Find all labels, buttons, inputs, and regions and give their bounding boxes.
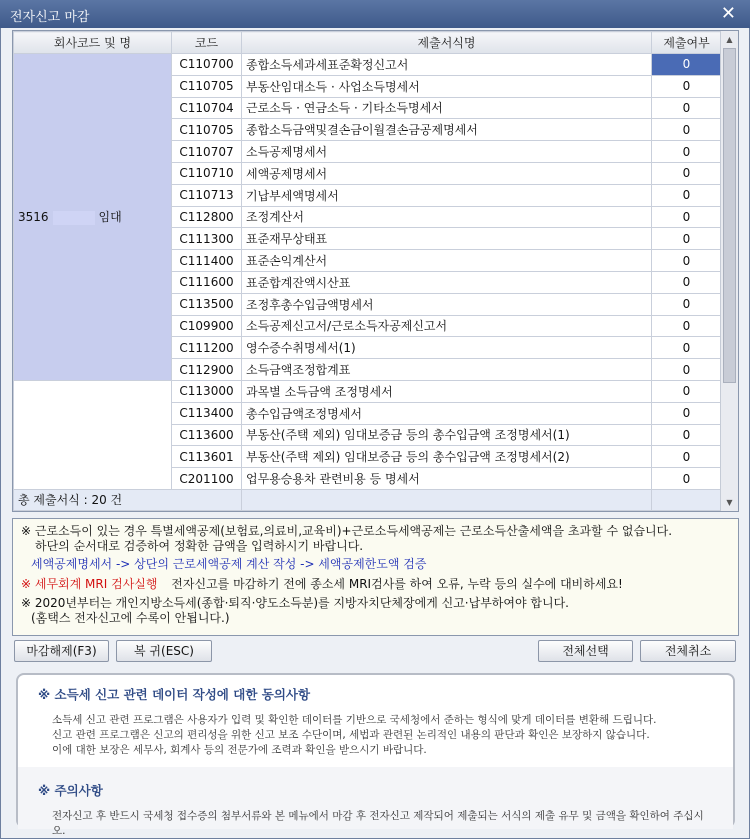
company-blank-cell bbox=[14, 380, 172, 489]
back-button[interactable]: 복 귀(ESC) bbox=[116, 640, 212, 662]
form-code-cell[interactable]: C113400 bbox=[172, 402, 242, 424]
mri-check-text: 전자신고를 마감하기 전에 종소세 MRI검사를 하여 오류, 누락 등의 실수에 대비하세요! bbox=[171, 577, 623, 591]
form-code-cell[interactable]: C111200 bbox=[172, 337, 242, 359]
form-code-cell[interactable]: C111600 bbox=[172, 271, 242, 293]
info-box bbox=[16, 673, 735, 837]
form-code-cell[interactable]: C110713 bbox=[172, 184, 242, 206]
notice-local-tax-1: ※ 2020년부터는 개인지방소득세(종합·퇴직·양도소득분)를 지방자치단체장에게 신고·납부하여야 합니다. bbox=[21, 596, 569, 610]
table-row[interactable] bbox=[14, 54, 722, 76]
consent-text bbox=[38, 713, 713, 758]
col-header-submit[interactable]: 제출여부 bbox=[652, 32, 722, 54]
company-name-mask bbox=[53, 211, 95, 225]
total-count-label: 총 제출서식 : 20 건 bbox=[14, 489, 242, 510]
form-name-cell[interactable]: 표준재무상태표 bbox=[242, 228, 652, 250]
form-name-cell[interactable]: 소득금액조정합계표 bbox=[242, 359, 652, 381]
submit-flag-cell[interactable]: 0 bbox=[652, 228, 722, 250]
form-code-cell[interactable]: C110704 bbox=[172, 97, 242, 119]
form-name-cell[interactable]: 종합소득금액및결손금이월결손금공제명세서 bbox=[242, 119, 652, 141]
form-name-cell[interactable]: 소득공제명세서 bbox=[242, 141, 652, 163]
company-code: 3516 bbox=[18, 210, 49, 225]
submit-flag-cell[interactable]: 0 bbox=[652, 446, 722, 468]
deselect-all-button[interactable]: 전체취소 bbox=[640, 640, 736, 662]
consent-line: 신고 관련 프로그램은 신고의 편리성을 위한 신고 보조 수단이며, 세법과 관련된 논리적인 내용의 판단과 확인은 보장하지 않습니다. bbox=[52, 729, 650, 741]
consent-line: 소득세 신고 관련 프로그램은 사용자가 입력 및 확인한 데이터를 기반으로 국세청에서 준하는 형식에 맞게 데이터를 변환해 드립니다. bbox=[52, 714, 657, 726]
close-icon[interactable]: ✕ bbox=[720, 3, 736, 24]
submit-flag-cell[interactable]: 0 bbox=[652, 119, 722, 141]
form-code-cell[interactable]: C113600 bbox=[172, 424, 242, 446]
form-code-cell[interactable]: C113601 bbox=[172, 446, 242, 468]
form-name-cell[interactable]: 영수증수취명세서(1) bbox=[242, 337, 652, 359]
form-code-cell[interactable]: C201100 bbox=[172, 468, 242, 490]
submit-flag-cell[interactable]: 0 bbox=[652, 315, 722, 337]
cancel-close-button[interactable]: 마감해제(F3) bbox=[14, 640, 109, 662]
form-code-cell[interactable]: C110700 bbox=[172, 54, 242, 76]
caution-text: 전자신고 후 반드시 국세청 접수증의 첨부서류와 본 메뉴에서 마감 후 전자신고 제작되어 제출되는 서식의 제출 유무 및 금액을 확인하여 주십시오. bbox=[52, 810, 704, 837]
submit-flag-cell[interactable]: 0 bbox=[652, 380, 722, 402]
notice-local-tax-2: (홈택스 전자신고에 수록이 안됩니다.) bbox=[31, 611, 230, 625]
scroll-up-icon[interactable]: ▲ bbox=[726, 35, 733, 44]
notice-line-2: 하단의 순서대로 검증하여 정확한 금액을 입력하시기 바랍니다. bbox=[35, 539, 364, 553]
submit-flag-cell[interactable]: 0 bbox=[652, 337, 722, 359]
form-name-cell[interactable]: 기납부세액명세서 bbox=[242, 184, 652, 206]
select-all-button[interactable]: 전체선택 bbox=[538, 640, 633, 662]
table-row[interactable] bbox=[14, 380, 722, 402]
submit-flag-cell[interactable]: 0 bbox=[652, 54, 722, 76]
form-name-cell[interactable]: 과목별 소득금액 조정명세서 bbox=[242, 380, 652, 402]
form-name-cell[interactable]: 부동산(주택 제외) 임대보증금 등의 총수입금액 조정명세서(1) bbox=[242, 424, 652, 446]
form-code-cell[interactable]: C109900 bbox=[172, 315, 242, 337]
notice-line-1: ※ 근로소득이 있는 경우 특별세액공제(보험료,의료비,교육비)+근로소득세액공제는 근로소득산출세액을 초과할 수 없습니다. bbox=[21, 524, 673, 538]
submit-flag-cell[interactable]: 0 bbox=[652, 402, 722, 424]
total-empty-cell bbox=[652, 489, 722, 510]
notice-verify-path[interactable]: 세액공제명세서 -> 상단의 근로세액공제 계산 작성 -> 세액공제한도액 검증 bbox=[31, 557, 427, 571]
submit-flag-cell[interactable]: 0 bbox=[652, 468, 722, 490]
form-code-cell[interactable]: C111300 bbox=[172, 228, 242, 250]
submit-flag-cell[interactable]: 0 bbox=[652, 271, 722, 293]
submit-flag-cell[interactable]: 0 bbox=[652, 293, 722, 315]
form-name-cell[interactable]: 세액공제명세서 bbox=[242, 162, 652, 184]
caution-title: ※ 주의사항 bbox=[38, 783, 103, 798]
consent-line: 이에 대한 보장은 세무사, 회계사 등의 전문가에 조력과 확인을 받으시기 바랍니다. bbox=[52, 744, 427, 756]
form-name-cell[interactable]: 부동산(주택 제외) 임대보증금 등의 총수입금액 조정명세서(2) bbox=[242, 446, 652, 468]
submit-flag-cell[interactable]: 0 bbox=[652, 184, 722, 206]
form-code-cell[interactable]: C112800 bbox=[172, 206, 242, 228]
scroll-thumb[interactable] bbox=[723, 48, 736, 383]
total-row bbox=[14, 489, 722, 510]
col-header-form-name[interactable]: 제출서식명 bbox=[242, 32, 652, 54]
title-bar bbox=[0, 0, 750, 28]
col-header-code[interactable]: 코드 bbox=[172, 32, 242, 54]
form-name-cell[interactable]: 조정계산서 bbox=[242, 206, 652, 228]
notice-panel bbox=[12, 518, 739, 636]
consent-title: ※ 소득세 신고 관련 데이터 작성에 대한 동의사항 bbox=[38, 687, 311, 702]
form-table bbox=[13, 31, 722, 511]
form-code-cell[interactable]: C113500 bbox=[172, 293, 242, 315]
submit-flag-cell[interactable]: 0 bbox=[652, 97, 722, 119]
form-code-cell[interactable]: C113000 bbox=[172, 380, 242, 402]
form-code-cell[interactable]: C112900 bbox=[172, 359, 242, 381]
grid-header-row bbox=[14, 32, 722, 54]
submit-flag-cell[interactable]: 0 bbox=[652, 75, 722, 97]
form-code-cell[interactable]: C110705 bbox=[172, 119, 242, 141]
company-name: 임대 bbox=[98, 210, 122, 225]
form-code-cell[interactable]: C111400 bbox=[172, 250, 242, 272]
scroll-down-icon[interactable]: ▼ bbox=[726, 498, 733, 507]
submit-flag-cell[interactable]: 0 bbox=[652, 250, 722, 272]
col-header-company[interactable]: 회사코드 및 명 bbox=[14, 32, 172, 54]
form-grid bbox=[12, 30, 739, 512]
form-name-cell[interactable]: 총수입금액조정명세서 bbox=[242, 402, 652, 424]
submit-flag-cell[interactable]: 0 bbox=[652, 141, 722, 163]
mri-check-link[interactable]: ※ 세무회계 MRI 검사실행 bbox=[21, 577, 158, 591]
form-name-cell[interactable]: 표준합계잔액시산표 bbox=[242, 271, 652, 293]
form-code-cell[interactable]: C110705 bbox=[172, 75, 242, 97]
form-code-cell[interactable]: C110710 bbox=[172, 162, 242, 184]
form-code-cell[interactable]: C110707 bbox=[172, 141, 242, 163]
company-cell[interactable] bbox=[14, 54, 172, 381]
form-name-cell[interactable]: 근로소득 · 연금소득 · 기타소득명세서 bbox=[242, 97, 652, 119]
submit-flag-cell[interactable]: 0 bbox=[652, 424, 722, 446]
submit-flag-cell[interactable]: 0 bbox=[652, 359, 722, 381]
form-name-cell[interactable]: 소득공제신고서/근로소득자공제신고서 bbox=[242, 315, 652, 337]
form-name-cell[interactable]: 조정후총수입금액명세서 bbox=[242, 293, 652, 315]
total-empty-cell bbox=[242, 489, 652, 510]
form-name-cell[interactable]: 부동산임대소득 · 사업소득명세서 bbox=[242, 75, 652, 97]
form-name-cell[interactable]: 업무용승용차 관련비용 등 명세서 bbox=[242, 468, 652, 490]
form-name-cell[interactable]: 종합소득세과세표준확정신고서 bbox=[242, 54, 652, 76]
window-title: 전자신고 마감 bbox=[10, 10, 90, 25]
vertical-scrollbar[interactable] bbox=[720, 31, 738, 511]
submit-flag-cell[interactable]: 0 bbox=[652, 162, 722, 184]
form-name-cell[interactable]: 표준손익계산서 bbox=[242, 250, 652, 272]
submit-flag-cell[interactable]: 0 bbox=[652, 206, 722, 228]
